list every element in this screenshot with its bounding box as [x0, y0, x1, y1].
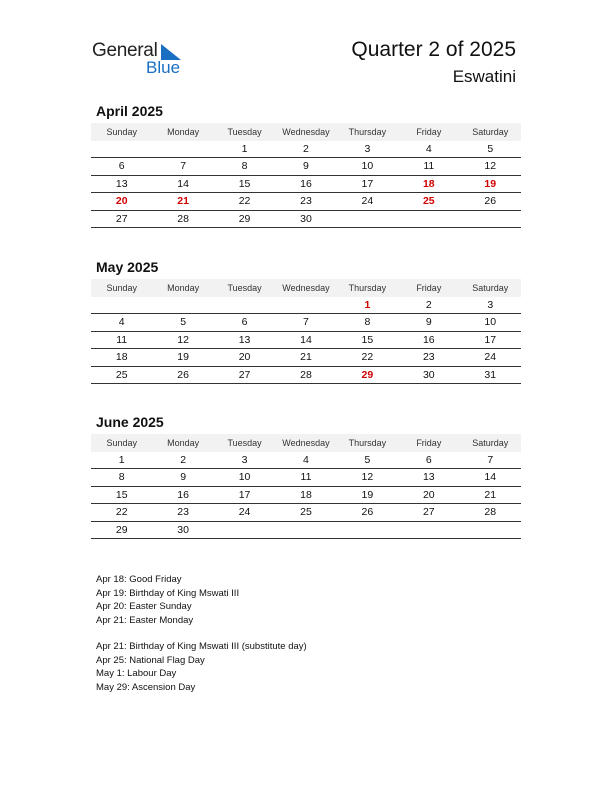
- day-cell: 23: [275, 193, 336, 211]
- week-row: [91, 331, 521, 349]
- weekday-header: Thursday: [337, 434, 398, 452]
- weekday-header: Friday: [398, 279, 459, 297]
- weekday-header: Thursday: [337, 123, 398, 141]
- weekday-header: Sunday: [91, 123, 152, 141]
- day-cell: [460, 210, 521, 228]
- week-row: [91, 158, 521, 176]
- holiday-notes-group-2: [96, 640, 307, 694]
- day-cell: 28: [275, 366, 336, 384]
- day-cell: 5: [460, 141, 521, 158]
- day-cell: [337, 521, 398, 539]
- day-cell: [398, 210, 459, 228]
- weekday-header: Sunday: [91, 279, 152, 297]
- weekday-header: Wednesday: [275, 279, 336, 297]
- weekday-header: Sunday: [91, 434, 152, 452]
- day-cell: 12: [460, 158, 521, 176]
- weekday-header: Monday: [152, 123, 213, 141]
- month-title: April 2025: [96, 103, 163, 119]
- page-title: Quarter 2 of 2025: [351, 38, 516, 61]
- day-cell: 23: [152, 504, 213, 522]
- day-cell: 18: [398, 175, 459, 193]
- day-cell: 14: [275, 331, 336, 349]
- day-cell: 30: [398, 366, 459, 384]
- day-cell: 16: [398, 331, 459, 349]
- day-cell: 20: [91, 193, 152, 211]
- day-cell: 10: [337, 158, 398, 176]
- day-cell: 1: [214, 141, 275, 158]
- week-row: [91, 504, 521, 522]
- day-cell: 3: [337, 141, 398, 158]
- day-cell: [275, 297, 336, 314]
- weekday-header: Tuesday: [214, 279, 275, 297]
- day-cell: [214, 521, 275, 539]
- day-cell: 2: [152, 452, 213, 469]
- day-cell: 3: [460, 297, 521, 314]
- day-cell: 19: [152, 349, 213, 367]
- week-row: [91, 452, 521, 469]
- weekday-header-row: [91, 279, 521, 297]
- day-cell: 6: [398, 452, 459, 469]
- week-row: [91, 349, 521, 367]
- day-cell: 25: [91, 366, 152, 384]
- day-cell: 30: [275, 210, 336, 228]
- day-cell: 24: [337, 193, 398, 211]
- day-cell: 1: [337, 297, 398, 314]
- day-cell: 25: [275, 504, 336, 522]
- day-cell: [275, 521, 336, 539]
- weekday-header: Friday: [398, 434, 459, 452]
- day-cell: 15: [337, 331, 398, 349]
- day-cell: 2: [275, 141, 336, 158]
- day-cell: 13: [214, 331, 275, 349]
- holiday-notes-group-1: [96, 573, 239, 627]
- day-cell: 28: [460, 504, 521, 522]
- holiday-note: May 1: Labour Day: [96, 668, 177, 679]
- day-cell: 26: [460, 193, 521, 211]
- day-cell: 12: [152, 331, 213, 349]
- month-calendar-april: [91, 103, 521, 228]
- day-cell: [337, 210, 398, 228]
- day-cell: 19: [460, 175, 521, 193]
- day-cell: 15: [214, 175, 275, 193]
- day-cell: 17: [214, 486, 275, 504]
- day-cell: 22: [214, 193, 275, 211]
- day-cell: 18: [275, 486, 336, 504]
- day-cell: 6: [214, 314, 275, 332]
- day-cell: 21: [152, 193, 213, 211]
- day-cell: 30: [152, 521, 213, 539]
- day-cell: 20: [398, 486, 459, 504]
- day-cell: 29: [337, 366, 398, 384]
- day-cell: [91, 297, 152, 314]
- day-cell: 28: [152, 210, 213, 228]
- day-cell: 13: [91, 175, 152, 193]
- day-cell: 13: [398, 469, 459, 487]
- generalblue-logo: [92, 40, 192, 80]
- holiday-note: Apr 18: Good Friday: [96, 574, 182, 585]
- calendar-table: [91, 434, 521, 539]
- day-cell: [152, 141, 213, 158]
- week-row: [91, 193, 521, 211]
- day-cell: 3: [214, 452, 275, 469]
- day-cell: 31: [460, 366, 521, 384]
- day-cell: 5: [337, 452, 398, 469]
- week-row: [91, 314, 521, 332]
- day-cell: 22: [337, 349, 398, 367]
- day-cell: 9: [398, 314, 459, 332]
- day-cell: 11: [275, 469, 336, 487]
- logo-text-general: General: [92, 40, 158, 61]
- week-row: [91, 141, 521, 158]
- day-cell: 26: [337, 504, 398, 522]
- day-cell: [398, 521, 459, 539]
- day-cell: 7: [152, 158, 213, 176]
- day-cell: [460, 521, 521, 539]
- day-cell: 16: [275, 175, 336, 193]
- day-cell: [91, 141, 152, 158]
- weekday-header: Tuesday: [214, 434, 275, 452]
- day-cell: 24: [460, 349, 521, 367]
- day-cell: 1: [91, 452, 152, 469]
- calendar-table: [91, 279, 521, 384]
- weekday-header: Friday: [398, 123, 459, 141]
- day-cell: 17: [460, 331, 521, 349]
- week-row: [91, 175, 521, 193]
- calendar-table: [91, 123, 521, 228]
- day-cell: 20: [214, 349, 275, 367]
- day-cell: [152, 297, 213, 314]
- day-cell: 27: [214, 366, 275, 384]
- day-cell: 15: [91, 486, 152, 504]
- holiday-note: Apr 19: Birthday of King Mswati III: [96, 587, 240, 599]
- day-cell: 8: [337, 314, 398, 332]
- day-cell: 4: [398, 141, 459, 158]
- weekday-header: Monday: [152, 434, 213, 452]
- holiday-note: Apr 21: Easter Monday: [96, 614, 194, 626]
- weekday-header-row: [91, 434, 521, 452]
- day-cell: 9: [152, 469, 213, 487]
- day-cell: 7: [275, 314, 336, 332]
- day-cell: [214, 297, 275, 314]
- day-cell: 10: [460, 314, 521, 332]
- day-cell: 14: [152, 175, 213, 193]
- day-cell: 27: [91, 210, 152, 228]
- day-cell: 6: [91, 158, 152, 176]
- week-row: [91, 486, 521, 504]
- day-cell: 25: [398, 193, 459, 211]
- weekday-header: Wednesday: [275, 434, 336, 452]
- weekday-header: Saturday: [460, 123, 521, 141]
- holiday-note: May 29: Ascension Day: [96, 681, 196, 693]
- day-cell: 7: [460, 452, 521, 469]
- weekday-header: Wednesday: [275, 123, 336, 141]
- day-cell: 29: [214, 210, 275, 228]
- day-cell: 24: [214, 504, 275, 522]
- day-cell: 11: [398, 158, 459, 176]
- holiday-note: Apr 21: Birthday of King Mswati III (substitute day): [96, 641, 307, 652]
- day-cell: 21: [275, 349, 336, 367]
- month-title: May 2025: [96, 259, 159, 275]
- weekday-header: Thursday: [337, 279, 398, 297]
- country-name: Eswatini: [452, 67, 516, 86]
- day-cell: 14: [460, 469, 521, 487]
- holiday-note: Apr 25: National Flag Day: [96, 654, 205, 666]
- day-cell: 12: [337, 469, 398, 487]
- logo-text-blue: Blue: [146, 58, 181, 77]
- day-cell: 10: [214, 469, 275, 487]
- week-row: [91, 297, 521, 314]
- day-cell: 19: [337, 486, 398, 504]
- holiday-note: Apr 20: Easter Sunday: [96, 601, 192, 612]
- day-cell: 4: [91, 314, 152, 332]
- day-cell: 4: [275, 452, 336, 469]
- day-cell: 22: [91, 504, 152, 522]
- week-row: [91, 469, 521, 487]
- month-calendar-may: [91, 259, 521, 384]
- day-cell: 2: [398, 297, 459, 314]
- day-cell: 16: [152, 486, 213, 504]
- day-cell: 11: [91, 331, 152, 349]
- day-cell: 5: [152, 314, 213, 332]
- day-cell: 26: [152, 366, 213, 384]
- day-cell: 17: [337, 175, 398, 193]
- week-row: [91, 366, 521, 384]
- week-row: [91, 521, 521, 539]
- month-title: June 2025: [96, 414, 164, 430]
- day-cell: 23: [398, 349, 459, 367]
- day-cell: 27: [398, 504, 459, 522]
- month-calendar-june: [91, 414, 521, 539]
- day-cell: 9: [275, 158, 336, 176]
- week-row: [91, 210, 521, 228]
- day-cell: 18: [91, 349, 152, 367]
- weekday-header: Monday: [152, 279, 213, 297]
- day-cell: 8: [91, 469, 152, 487]
- weekday-header-row: [91, 123, 521, 141]
- day-cell: 29: [91, 521, 152, 539]
- day-cell: 8: [214, 158, 275, 176]
- weekday-header: Tuesday: [214, 123, 275, 141]
- day-cell: 21: [460, 486, 521, 504]
- weekday-header: Saturday: [460, 434, 521, 452]
- weekday-header: Saturday: [460, 279, 521, 297]
